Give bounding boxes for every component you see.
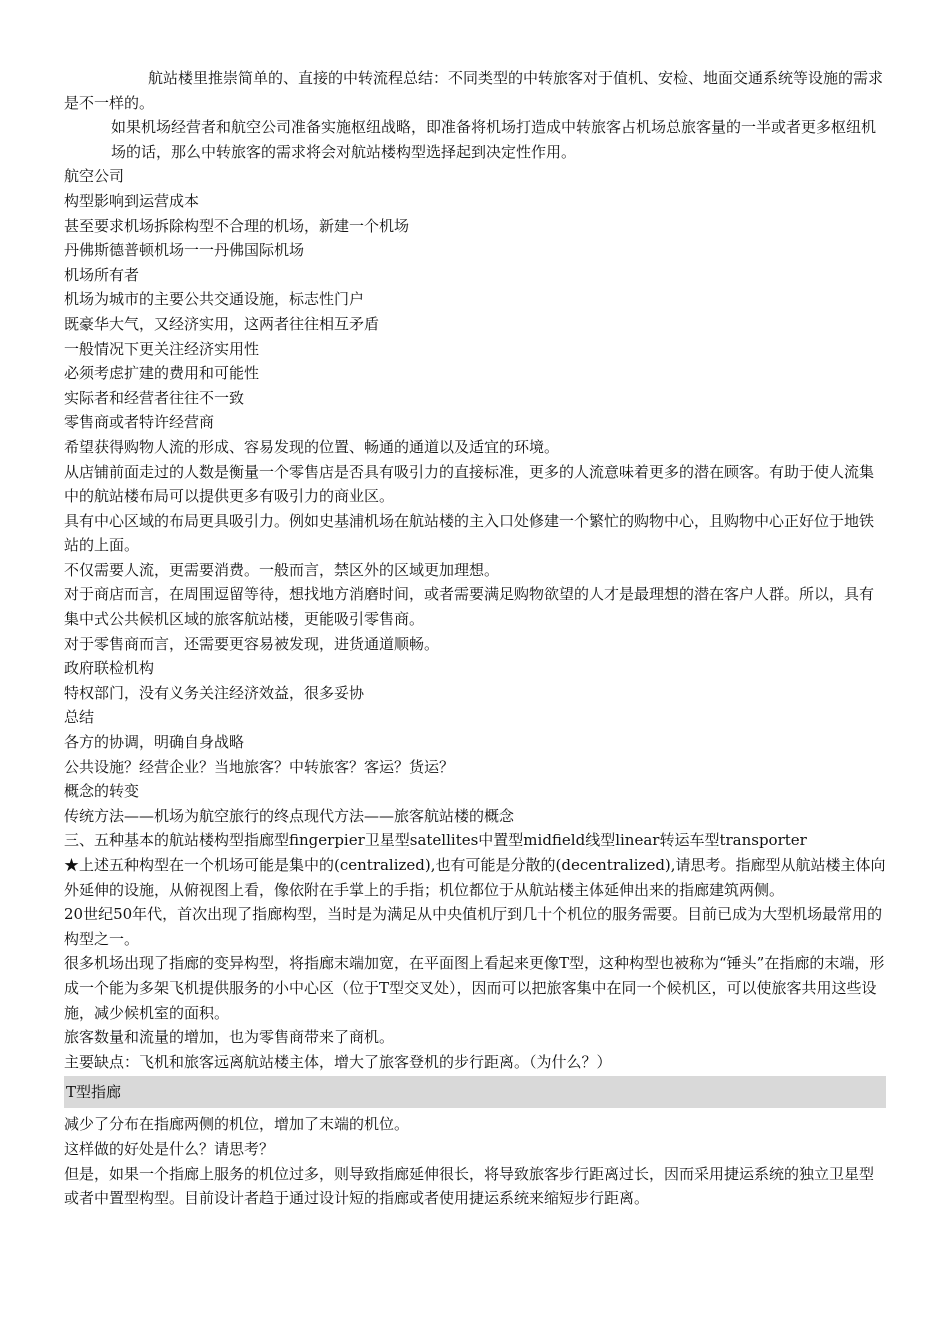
paragraph-line: 公共设施？经营企业？当地旅客？中转旅客？客运？货运？ [64, 757, 455, 776]
paragraph-line: 但是，如果一个指廊上服务的机位过多，则导致指廊延伸很长，将导致旅客步行距离过长，因而采用捷运系统的独立卫星型或者中置型构型。目前设计者趋于通过设计短的指廊或者使用捷运系统来缩短步行距离。 [64, 1164, 875, 1208]
paragraph-line: 旅客数量和流量的增加，也为零售商带来了商机。 [64, 1028, 395, 1047]
paragraph-line: 这样做的好处是什么？请思考？ [64, 1139, 275, 1158]
paragraph-line: 从店铺前面走过的人数是衡量一个零售店是否具有吸引力的直接标准，更多的人流意味着更多的潜在顾客。有助于使人流集中的航站楼布局可以提供更多有吸引力的商业区。 [64, 462, 875, 506]
highlighted-heading-t-pier: T型指廊 [64, 1076, 886, 1108]
heading-airport-owner: 机场所有者 [64, 265, 140, 284]
paragraph-line: 构型影响到运营成本 [64, 191, 200, 210]
paragraph-line: 主要缺点：飞机和旅客远离航站楼主体，增大了旅客登机的步行距离。（为什么？） [64, 1052, 612, 1071]
paragraph-transfer-summary: 航站楼里推崇简单的、直接的中转流程总结：不同类型的中转旅客对于值机、安检、地面交通系统等设施的需求是不一样的。 [64, 69, 884, 112]
heading-airlines: 航空公司 [64, 167, 125, 186]
paragraph-line: 20世纪50年代，首次出现了指廊构型，当时是为满足从中央值机厅到几十个机位的服务需要。目前已成为大型机场最常用的构型之一。 [64, 905, 883, 948]
heading-concept-change: 概念的转变 [64, 782, 140, 801]
paragraph-line: 各方的协调，明确自身战略 [64, 733, 245, 752]
heading-summary: 总结 [64, 708, 95, 727]
paragraph-line: 特权部门，没有义务关注经济效益，很多妥协 [64, 683, 365, 702]
paragraph-line: 对于商店而言，在周围逗留等待，想找地方消磨时间，或者需要满足购物欲望的人才是最理想的潜在客户人群。所以，具有集中式公共候机区域的旅客航站楼，更能吸引零售商。 [64, 585, 875, 629]
paragraph-line: 具有中心区域的布局更具吸引力。例如史基浦机场在航站楼的主入口处修建一个繁忙的购物中心，且购物中心正好位于地铁站的上面。 [64, 511, 875, 555]
paragraph-line: 对于零售商而言，还需要更容易被发现，进货通道顺畅。 [64, 634, 440, 653]
heading-retailers: 零售商或者特许经营商 [64, 413, 215, 432]
paragraph-line: 减少了分布在指廊两侧的机位，增加了末端的机位。 [64, 1115, 410, 1134]
paragraph-line: 必须考虑扩建的费用和可能性 [64, 364, 260, 383]
paragraph-line: 一般情况下更关注经济实用性 [64, 339, 260, 358]
paragraph-line: 丹佛斯德普顿机场一一丹佛国际机场 [64, 241, 305, 260]
heading-five-configurations: 三、五种基本的航站楼构型指廊型fingerpier卫星型satellites中置型midfield线型linear转运车型transporter [64, 831, 807, 850]
paragraph-line: 既豪华大气，又经济实用，这两者往往相互矛盾 [64, 314, 380, 333]
paragraph-line: 传统方法——机场为航空旅行的终点现代方法——旅客航站楼的概念 [64, 806, 515, 825]
paragraph-line: 很多机场出现了指廊的变异构型，将指廊末端加宽，在平面图上看起来更像T型，这种构型也被称为“锤头”在指廊的末端，形成一个能为多架飞机提供服务的小中心区（位于T型交叉处），因而可以把旅客集中在同一个候机区，可以使旅客共用这些设施，减少候机室的面积。 [64, 954, 885, 1022]
paragraph-hub-strategy: 如果机场经营者和航空公司准备实施枢纽战略，即准备将机场打造成中转旅客占机场总旅客量的一半或者更多枢纽机场的话，那么中转旅客的需求将会对航站楼构型选择起到决定性作用。 [111, 118, 877, 161]
paragraph-line: 实际者和经营者往往不一致 [64, 388, 245, 407]
paragraph-line: 不仅需要人流，更需要消费。一般而言，禁区外的区域更加理想。 [64, 560, 500, 579]
paragraph-pier-intro: ★上述五种构型在一个机场可能是集中的(centralized),也有可能是分散的(decentralized),请思考。指廊型从航站楼主体向外延伸的设施，从俯视图上看，像依附在手掌上的手指；机位都位于从航站楼主体延伸出来的指廊建筑两侧。 [64, 856, 886, 899]
paragraph-line: 希望获得购物人流的形成、容易发现的位置、畅通的通道以及适宜的环境。 [64, 437, 560, 456]
paragraph-line: 甚至要求机场拆除构型不合理的机场，新建一个机场 [64, 216, 410, 235]
heading-government-agencies: 政府联检机构 [64, 659, 155, 678]
paragraph-line: 机场为城市的主要公共交通设施，标志性门户 [64, 290, 365, 309]
